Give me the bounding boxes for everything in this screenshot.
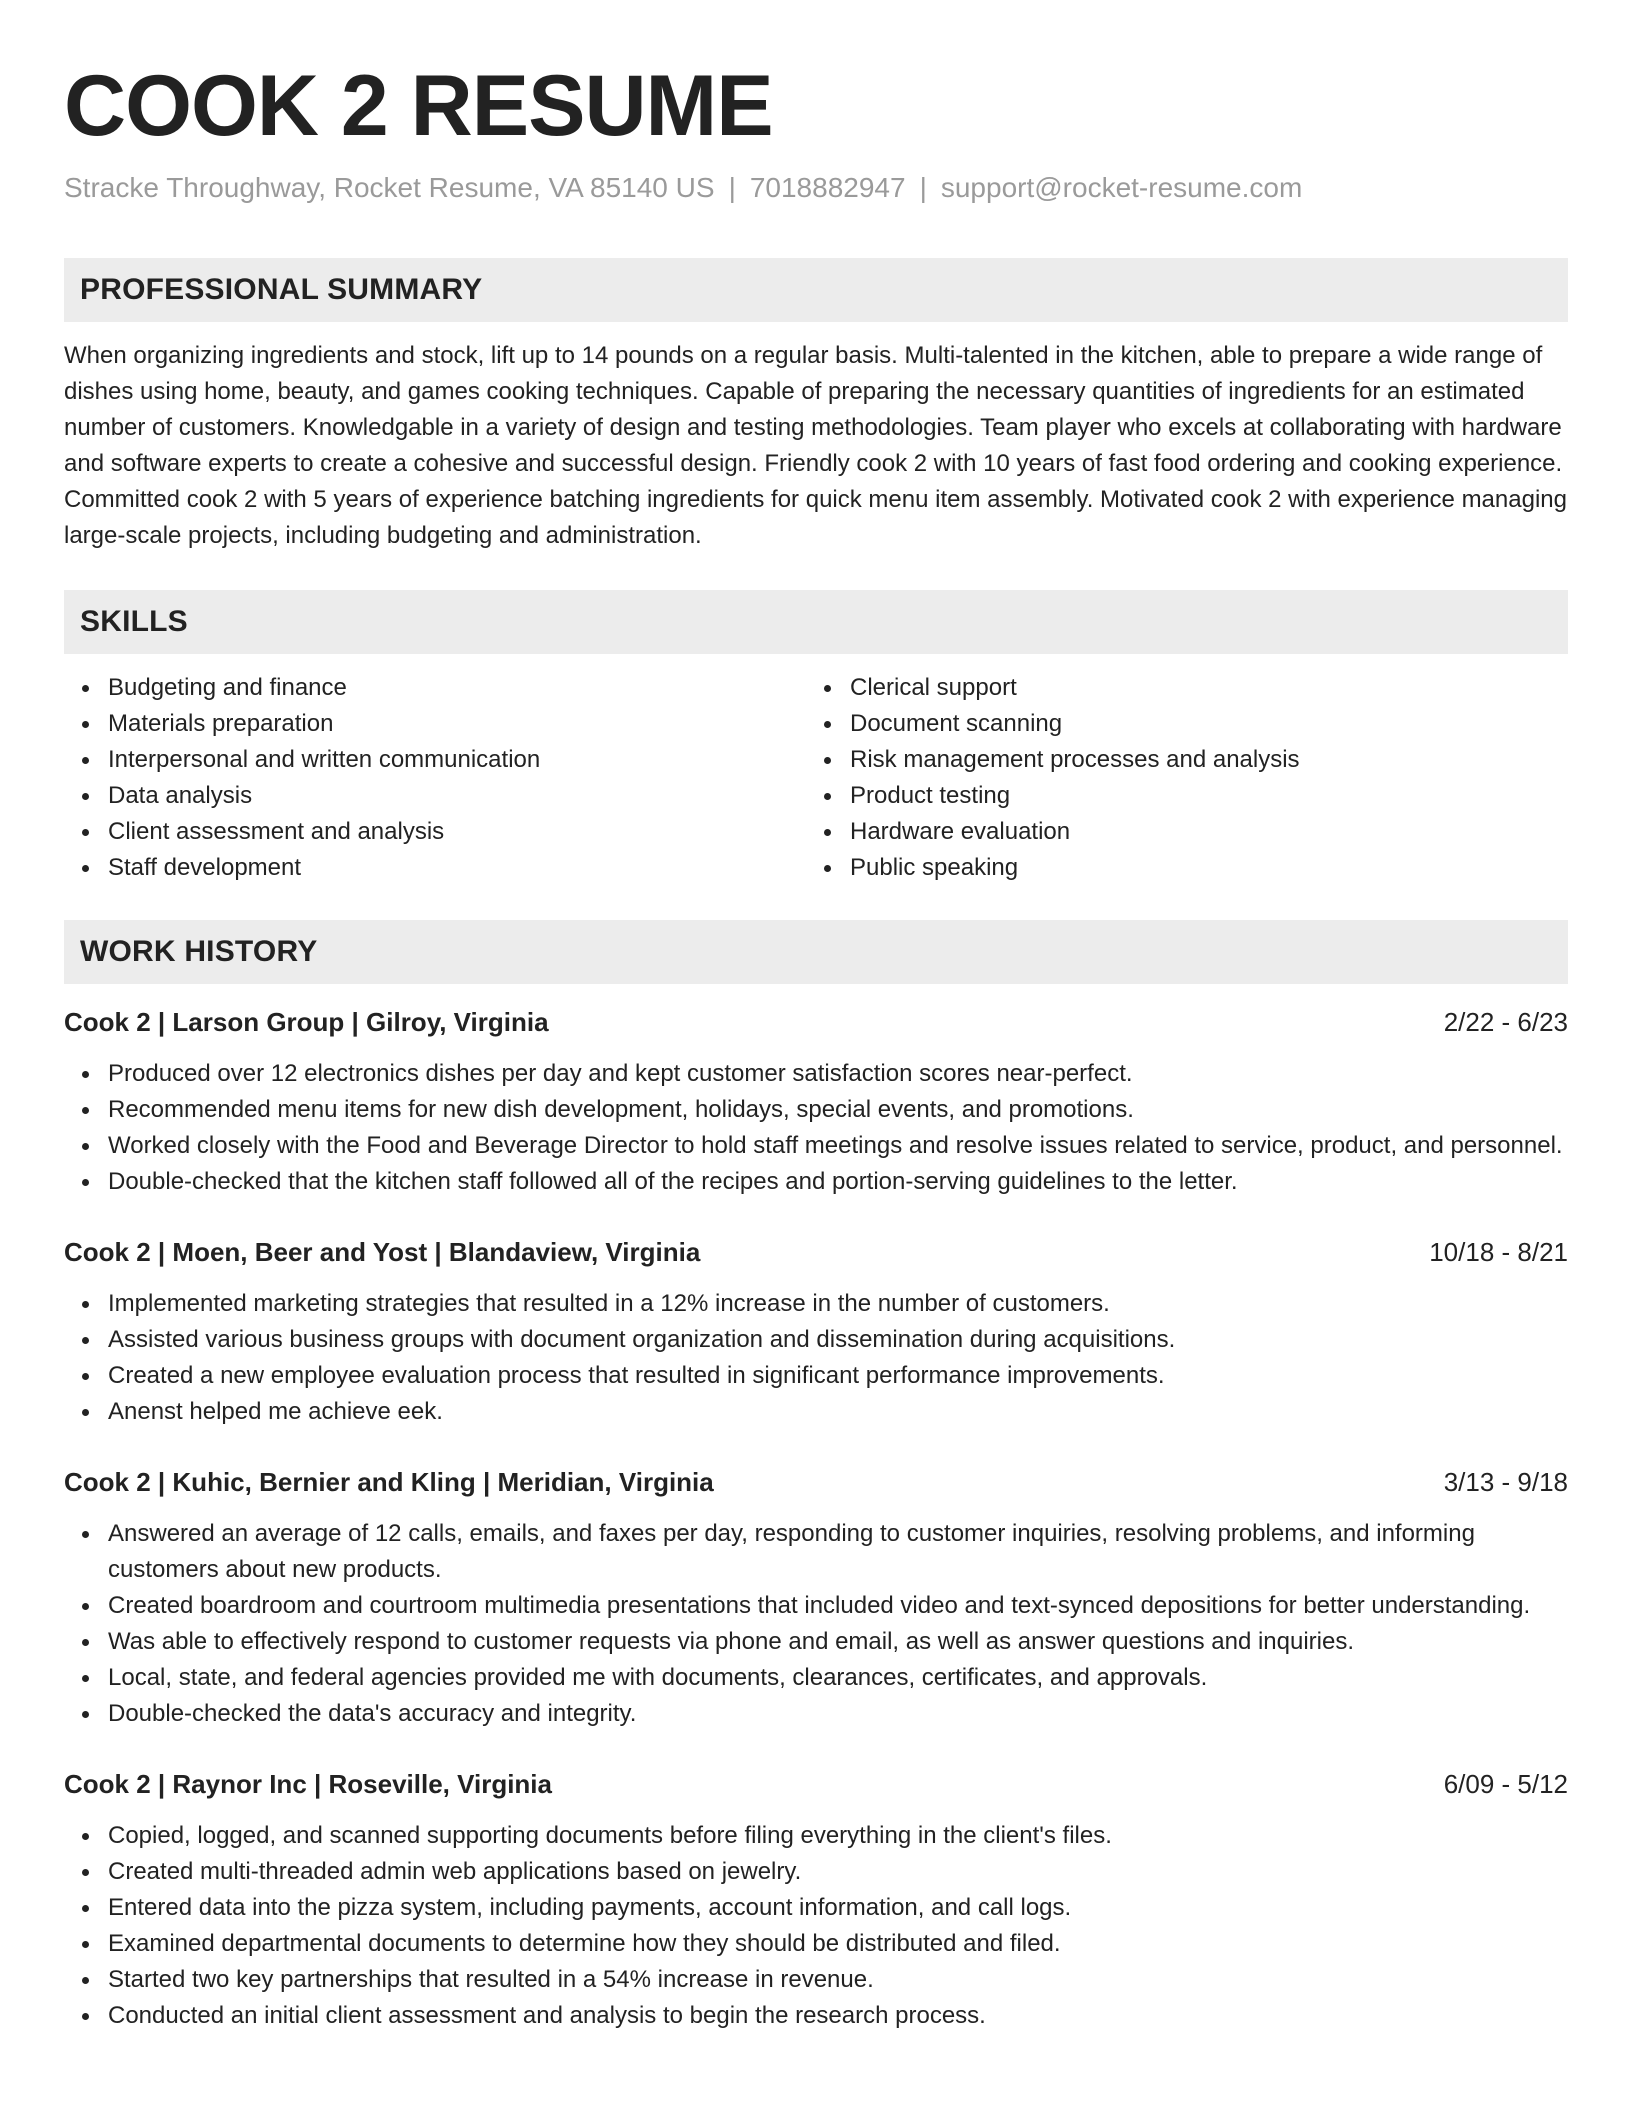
job-bullet: Was able to effectively respond to customer requests via phone and email, as well as answer questions and inquiries. xyxy=(64,1624,1568,1660)
job-bullet: Created multi-threaded admin web applications based on jewelry. xyxy=(64,1854,1568,1890)
summary-heading: PROFESSIONAL SUMMARY xyxy=(64,258,1568,322)
job-bullets xyxy=(64,1818,1568,2034)
job-bullet: Anenst helped me achieve eek. xyxy=(64,1394,1568,1430)
skill-item: Product testing xyxy=(806,778,1548,814)
contact-email: support@rocket-resume.com xyxy=(940,172,1303,203)
job-bullet: Copied, logged, and scanned supporting documents before filing everything in the client's files. xyxy=(64,1818,1568,1854)
job-header xyxy=(64,1766,1568,1802)
job-bullet: Entered data into the pizza system, including payments, account information, and call logs. xyxy=(64,1890,1568,1926)
job-bullet: Answered an average of 12 calls, emails, and faxes per day, responding to customer inquiries, resolving problems, and informing customers about new products. xyxy=(64,1516,1568,1588)
job-bullets xyxy=(64,1516,1568,1732)
summary-text: When organizing ingredients and stock, lift up to 14 pounds on a regular basis. Multi-talented in the kitchen, able to prepare a wide range of dishes using home, beauty, and games cooking techniques. Capable of preparing the necessary quantities of ingredients for an estimated number of customers. Knowledgable in a variety of design and testing methodologies. Team player who excels at collaborating with hardware and software experts to create a cohesive and successful design. Friendly cook 2 with 10 years of fast food ordering and cooking experience. Committed cook 2 with 5 years of experience batching ingredients for quick menu item assembly. Motivated cook 2 with experience managing large-scale projects, including budgeting and administration. xyxy=(64,342,1567,549)
job-bullet: Local, state, and federal agencies provided me with documents, clearances, certificates, and approvals. xyxy=(64,1660,1568,1696)
skill-item: Public speaking xyxy=(806,850,1548,886)
skill-item: Materials preparation xyxy=(64,706,806,742)
job-bullet: Implemented marketing strategies that resulted in a 12% increase in the number of customers. xyxy=(64,1286,1568,1322)
contact-phone: 7018882947 xyxy=(749,172,906,203)
job-bullet: Assisted various business groups with document organization and dissemination during acquisitions. xyxy=(64,1322,1568,1358)
job-dates: 3/13 - 9/18 xyxy=(1443,1467,1568,1497)
skill-item: Data analysis xyxy=(64,778,806,814)
skills-list-left xyxy=(64,670,806,886)
job-header xyxy=(64,1004,1568,1040)
skill-item: Clerical support xyxy=(806,670,1548,706)
job-dates: 2/22 - 6/23 xyxy=(1443,1007,1568,1037)
skill-item: Staff development xyxy=(64,850,806,886)
job-entry xyxy=(64,1234,1568,1430)
job-title: Cook 2 | Kuhic, Bernier and Kling | Meridian, Virginia xyxy=(64,1467,714,1497)
job-bullet: Worked closely with the Food and Beverage Director to hold staff meetings and resolve issues related to service, product, and personnel. xyxy=(64,1128,1568,1164)
skill-item: Budgeting and finance xyxy=(64,670,806,706)
job-dates: 6/09 - 5/12 xyxy=(1443,1769,1568,1799)
work-history-heading: WORK HISTORY xyxy=(64,920,1568,984)
job-bullet: Produced over 12 electronics dishes per day and kept customer satisfaction scores near-perfect. xyxy=(64,1056,1568,1092)
skills-grid xyxy=(64,670,1568,886)
contact-address: Stracke Throughway, Rocket Resume, VA 85140 US xyxy=(64,172,715,203)
contact-separator: | xyxy=(919,172,927,203)
contact-line xyxy=(64,170,1568,206)
job-bullet: Conducted an initial client assessment and analysis to begin the research process. xyxy=(64,1998,1568,2034)
job-bullet: Recommended menu items for new dish development, holidays, special events, and promotions. xyxy=(64,1092,1568,1128)
job-dates: 10/18 - 8/21 xyxy=(1429,1237,1568,1267)
resume-title: COOK 2 RESUME xyxy=(64,58,773,154)
job-entry xyxy=(64,1766,1568,2034)
job-header xyxy=(64,1234,1568,1270)
contact-separator: | xyxy=(728,172,736,203)
job-bullet: Double-checked the data's accuracy and integrity. xyxy=(64,1696,1568,1732)
job-entry xyxy=(64,1464,1568,1732)
skills-list-right xyxy=(806,670,1548,886)
job-header xyxy=(64,1464,1568,1500)
skills-column-right xyxy=(806,670,1548,886)
job-entry xyxy=(64,1004,1568,1200)
skills-column-left xyxy=(64,670,806,886)
skill-item: Client assessment and analysis xyxy=(64,814,806,850)
job-bullet: Examined departmental documents to determine how they should be distributed and filed. xyxy=(64,1926,1568,1962)
skill-item: Hardware evaluation xyxy=(806,814,1548,850)
skill-item: Document scanning xyxy=(806,706,1548,742)
job-bullet: Started two key partnerships that resulted in a 54% increase in revenue. xyxy=(64,1962,1568,1998)
job-bullet: Created boardroom and courtroom multimedia presentations that included video and text-synced depositions for better understanding. xyxy=(64,1588,1568,1624)
job-title: Cook 2 | Moen, Beer and Yost | Blandaview, Virginia xyxy=(64,1237,701,1267)
job-bullet: Double-checked that the kitchen staff followed all of the recipes and portion-serving guidelines to the letter. xyxy=(64,1164,1568,1200)
skills-heading: SKILLS xyxy=(64,590,1568,654)
job-bullets xyxy=(64,1056,1568,1200)
skill-item: Interpersonal and written communication xyxy=(64,742,806,778)
job-bullets xyxy=(64,1286,1568,1430)
job-title: Cook 2 | Larson Group | Gilroy, Virginia xyxy=(64,1007,549,1037)
job-title: Cook 2 | Raynor Inc | Roseville, Virginia xyxy=(64,1769,552,1799)
skill-item: Risk management processes and analysis xyxy=(806,742,1548,778)
job-bullet: Created a new employee evaluation process that resulted in significant performance improvements. xyxy=(64,1358,1568,1394)
